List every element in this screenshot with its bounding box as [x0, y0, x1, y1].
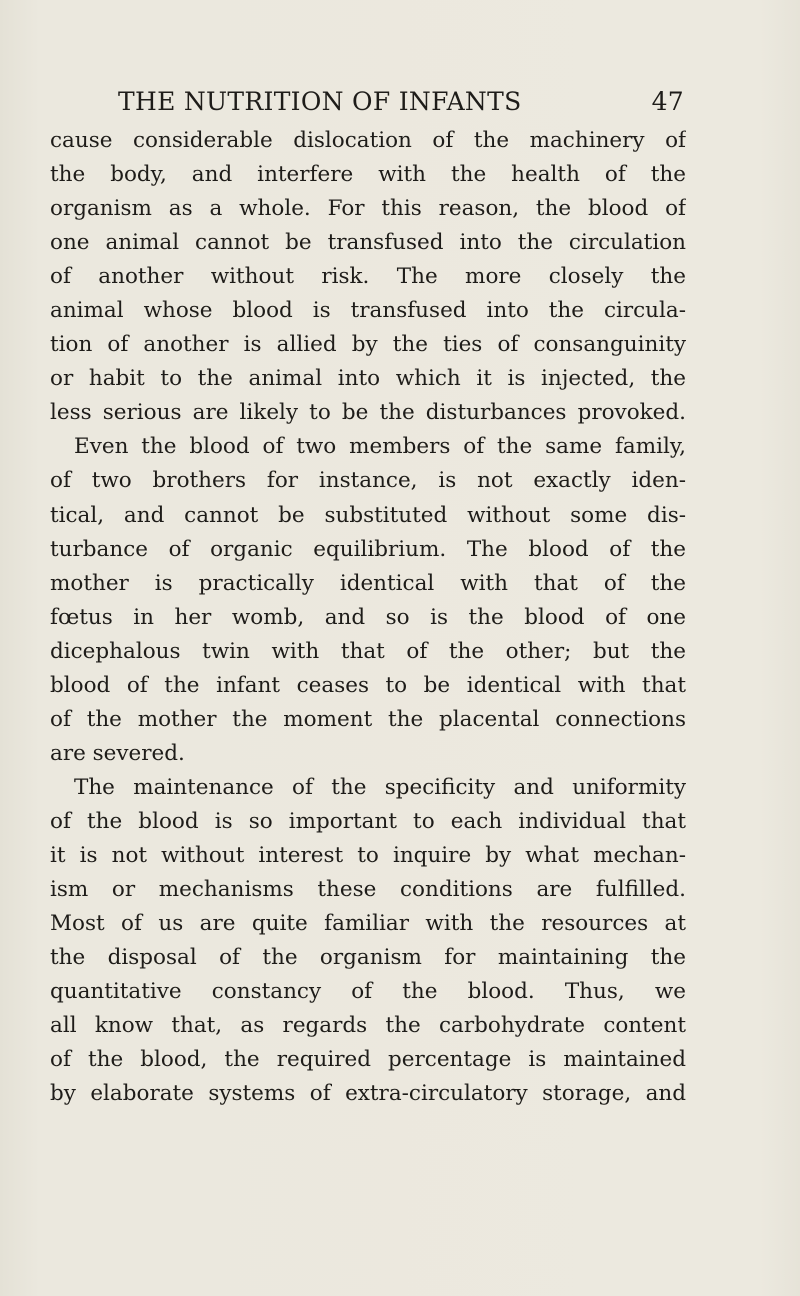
- text-line: turbance of organic equilibrium. The blood of the: [50, 536, 686, 562]
- text-line: ism or mechanisms these conditions are fulfilled.: [50, 877, 686, 903]
- text-line: of two brothers for instance, is not exactly iden-: [50, 468, 686, 494]
- text-line: of another without risk. The more closely the: [50, 264, 686, 290]
- text-line: of the blood is so important to each individual that: [50, 808, 686, 834]
- text-line: or habit to the animal into which it is injected, the: [50, 366, 686, 392]
- body-text: [50, 124, 686, 1111]
- running-head: [118, 82, 684, 122]
- text-line: Even the blood of two members of the same family,: [74, 434, 686, 460]
- page-number: 47: [651, 87, 684, 116]
- text-line: quantitative constancy of the blood. Thus, we: [50, 979, 686, 1005]
- text-line: the body, and interfere with the health of the: [50, 162, 686, 188]
- text-line: mother is practically identical with that of the: [50, 570, 686, 596]
- text-line: Most of us are quite familiar with the resources at: [50, 911, 686, 937]
- text-line: The maintenance of the specificity and uniformity: [74, 774, 686, 800]
- text-line: tical, and cannot be substituted without some dis-: [50, 502, 686, 528]
- text-line: are severed.: [50, 740, 185, 766]
- text-line: of the blood, the required percentage is maintained: [50, 1047, 686, 1073]
- text-line: organism as a whole. For this reason, the blood of: [50, 196, 686, 222]
- running-head-title: THE NUTRITION OF INFANTS: [118, 87, 522, 116]
- text-line: of the mother the moment the placental connections: [50, 706, 686, 732]
- text-line: fœtus in her womb, and so is the blood of one: [50, 604, 686, 630]
- text-line: the disposal of the organism for maintaining the: [50, 945, 686, 971]
- text-line: less serious are likely to be the disturbances provoked.: [50, 400, 686, 426]
- text-line: animal whose blood is transfused into the circula-: [50, 298, 686, 324]
- text-line: by elaborate systems of extra-circulatory storage, and: [50, 1081, 686, 1107]
- text-line: blood of the infant ceases to be identical with that: [50, 672, 686, 698]
- text-line: tion of another is allied by the ties of consanguinity: [50, 332, 686, 358]
- text-line: it is not without interest to inquire by what mechan-: [50, 842, 686, 868]
- text-line: one animal cannot be transfused into the circulation: [50, 230, 686, 256]
- text-line: all know that, as regards the carbohydrate content: [50, 1013, 686, 1039]
- text-line: dicephalous twin with that of the other; but the: [50, 638, 686, 664]
- text-line: cause considerable dislocation of the machinery of: [50, 128, 686, 153]
